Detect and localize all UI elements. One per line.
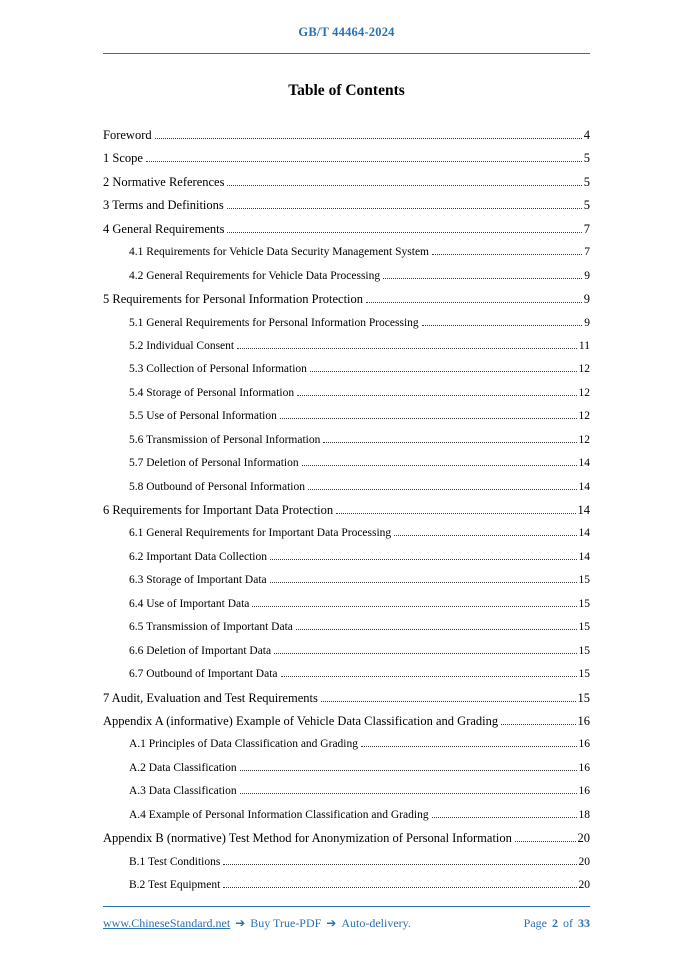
toc-dot-leader [422,325,583,326]
toc-entry-page: 16 [578,785,590,798]
toc-entry-page: 14 [577,503,590,517]
toc-entry [103,358,590,381]
toc-entry [103,851,590,874]
toc-dot-leader [394,535,576,536]
toc-entry-page: 12 [578,363,590,376]
toc-entry [103,452,590,475]
table-of-contents [103,124,590,897]
toc-entry [103,499,590,522]
page-title: Table of Contents [288,82,405,99]
toc-entry-label: 2 Normative References [103,174,225,189]
toc-entry-label: 4 General Requirements [103,221,225,236]
toc-dot-leader [274,653,576,654]
toc-entry-label: 5.4 Storage of Personal Information [129,386,295,399]
toc-dot-leader [223,887,576,888]
toc-dot-leader [227,232,581,233]
toc-entry [103,241,590,264]
toc-entry-label: 1 Scope [103,151,143,166]
toc-dot-leader [302,465,577,466]
toc-entry-label: 5.2 Individual Consent [129,339,235,352]
toc-dot-leader [323,442,576,443]
toc-entry-label: 6.1 General Requirements for Important Data Processing [129,527,392,540]
toc-dot-leader [237,348,577,349]
toc-dot-leader [515,841,576,842]
toc-entry-label: 5.7 Deletion of Personal Information [129,457,299,470]
toc-entry [103,522,590,545]
page-footer [103,906,590,931]
toc-entry-label: 6.6 Deletion of Important Data [129,644,272,657]
toc-entry-page: 12 [578,386,590,399]
toc-dot-leader [361,746,577,747]
toc-entry-label: 6.7 Outbound of Important Data [129,668,278,681]
toc-entry [103,147,590,170]
footer-page-word: Page [523,916,547,930]
toc-entry-label: 4.2 General Requirements for Vehicle Data Processing [129,269,381,282]
toc-entry [103,124,590,147]
toc-entry-page: 18 [578,808,590,821]
toc-entry-page: 7 [583,221,590,236]
toc-entry [103,687,590,710]
toc-entry [103,194,590,217]
toc-entry [103,827,590,850]
doc-number: GB/T 44464-2024 [298,25,395,39]
toc-dot-leader [310,371,577,372]
toc-entry [103,405,590,428]
toc-dot-leader [240,770,577,771]
toc-entry-label: 7 Audit, Evaluation and Test Requirements [103,690,318,705]
footer-total-pages: 33 [578,916,590,930]
arrow-icon: ➔ [326,916,337,930]
toc-entry-page: 9 [583,292,590,307]
toc-entry-page: 20 [577,831,590,846]
toc-entry-page: 11 [578,339,590,352]
footer-page-indicator [524,916,590,931]
toc-entry-page: 16 [578,738,590,751]
toc-entry [103,804,590,827]
footer-buy-text: Buy True-PDF [250,916,322,930]
toc-entry-page: 15 [577,690,590,705]
toc-entry-label: 6.2 Important Data Collection [129,550,267,563]
toc-dot-leader [296,629,577,630]
toc-entry-page: 5 [583,174,590,189]
toc-dot-leader [297,395,576,396]
toc-entry-page: 9 [584,269,590,282]
toc-entry-label: 6 Requirements for Important Data Protection [103,503,334,517]
toc-entry [103,171,590,194]
toc-dot-leader [501,724,575,725]
arrow-icon: ➔ [235,916,246,930]
toc-dot-leader [281,676,577,677]
toc-entry-page: 20 [578,855,590,868]
toc-entry [103,569,590,592]
toc-entry-page: 15 [578,668,590,681]
toc-entry-label: 5.6 Transmission of Personal Information [129,433,321,446]
footer-current-page: 2 [552,916,558,930]
toc-entry [103,335,590,358]
toc-entry [103,429,590,452]
toc-entry [103,593,590,616]
toc-entry-page: 15 [578,574,590,587]
toc-entry [103,640,590,663]
toc-entry-page: 20 [578,879,590,891]
toc-dot-leader [270,582,577,583]
toc-entry-page: 16 [577,713,590,728]
toc-entry [103,382,590,405]
toc-entry-page: 14 [578,550,590,563]
toc-entry [103,265,590,288]
footer-of-word: of [563,916,573,930]
toc-entry-page: 15 [578,621,590,634]
toc-entry [103,710,590,733]
footer-delivery-text: Auto-delivery. [341,916,411,930]
toc-entry [103,546,590,569]
toc-entry-label: A.1 Principles of Data Classification and Grading [129,738,358,751]
toc-entry-page: 5 [583,198,590,213]
toc-dot-leader [227,208,582,209]
toc-entry-page: 15 [578,597,590,610]
toc-entry-page: 14 [578,480,590,493]
toc-dot-leader [146,161,582,162]
toc-dot-leader [321,701,576,702]
footer-promo [103,916,411,931]
toc-dot-leader [252,606,576,607]
toc-entry [103,663,590,686]
toc-dot-leader [432,817,577,818]
toc-entry [103,616,590,639]
toc-entry-label: 5.1 General Requirements for Personal Information Processing [129,316,419,329]
toc-dot-leader [270,559,577,560]
toc-entry-label: 5.3 Collection of Personal Information [129,363,307,376]
toc-entry-label: 6.4 Use of Important Data [129,597,250,610]
toc-entry-label: Foreword [103,128,152,142]
toc-entry-label: B.2 Test Equipment [129,879,221,891]
toc-entry [103,218,590,241]
toc-entry [103,874,590,897]
toc-entry-label: Appendix A (informative) Example of Vehicle Data Classification and Grading [103,713,499,728]
toc-entry-page: 9 [584,316,590,329]
toc-entry-page: 14 [578,527,590,540]
page-header [103,25,590,54]
toc-entry [103,476,590,499]
header-divider [103,53,590,54]
toc-dot-leader [308,489,577,490]
toc-entry [103,733,590,756]
toc-entry [103,312,590,335]
toc-entry-label: A.3 Data Classification [129,785,237,798]
toc-entry-page: 16 [578,761,590,774]
toc-entry [103,288,590,311]
toc-entry-page: 4 [583,128,590,142]
toc-entry-page: 15 [578,644,590,657]
toc-entry-page: 12 [578,433,590,446]
toc-entry [103,757,590,780]
toc-entry-label: A.4 Example of Personal Information Classification and Grading [129,808,429,821]
toc-entry-page: 12 [578,410,590,423]
toc-dot-leader [223,864,576,865]
toc-entry-label: A.2 Data Classification [129,761,237,774]
toc-entry-page: 7 [584,246,590,259]
footer-site-link[interactable]: www.ChineseStandard.net [103,916,231,930]
toc-entry-label: 6.3 Storage of Important Data [129,574,267,587]
toc-dot-leader [240,793,577,794]
toc-entry-label: B.1 Test Conditions [129,855,221,868]
toc-entry-label: 4.1 Requirements for Vehicle Data Security Management System [129,246,429,259]
toc-dot-leader [155,138,582,139]
toc-entry-label: 5.5 Use of Personal Information [129,410,277,423]
toc-dot-leader [366,302,582,303]
toc-entry-label: 3 Terms and Definitions [103,198,224,213]
toc-entry-label: 5.8 Outbound of Personal Information [129,480,305,493]
toc-dot-leader [383,278,582,279]
toc-entry-page: 14 [578,457,590,470]
toc-entry-label: 5 Requirements for Personal Information Protection [103,292,364,307]
toc-entry-label: Appendix B (normative) Test Method for Anonymization of Personal Information [103,831,512,846]
toc-dot-leader [280,418,577,419]
toc-entry-label: 6.5 Transmission of Important Data [129,621,293,634]
toc-entry [103,780,590,803]
toc-dot-leader [227,185,581,186]
toc-dot-leader [432,254,582,255]
toc-dot-leader [336,513,575,514]
toc-entry-page: 5 [583,151,590,166]
